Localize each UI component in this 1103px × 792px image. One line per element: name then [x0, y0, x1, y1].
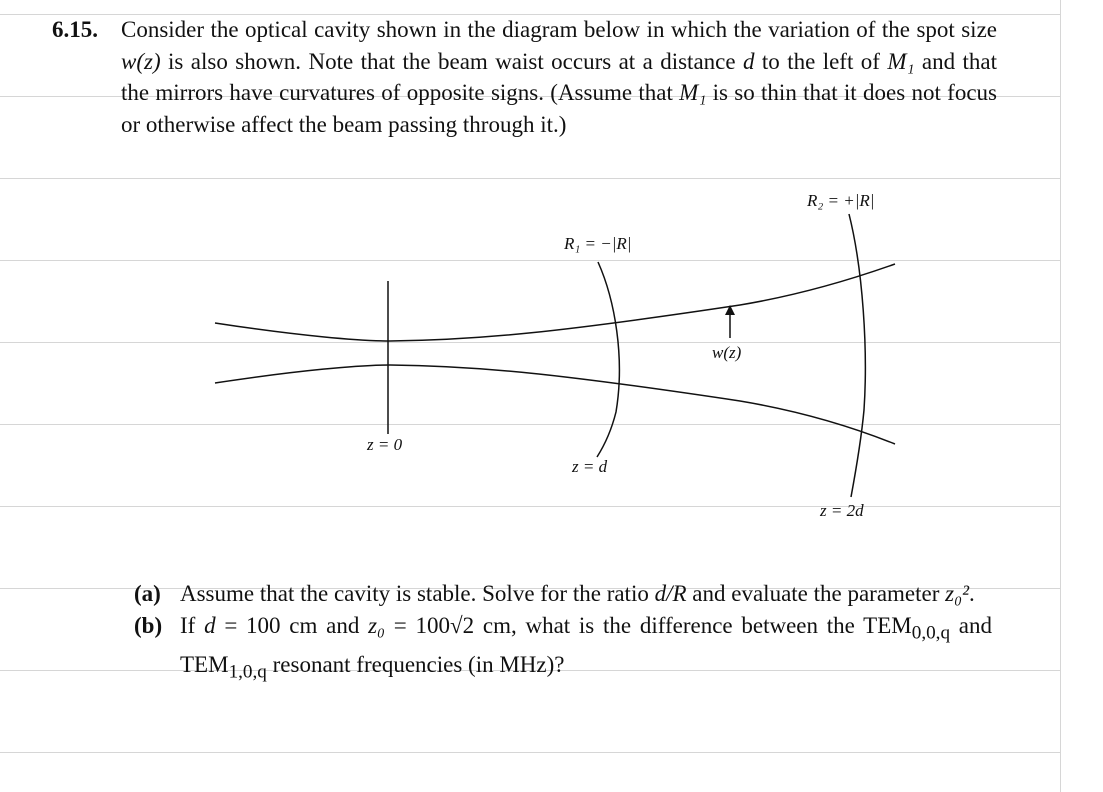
mirror-2-position-label: z = 2d [820, 501, 864, 520]
problem-parts [134, 578, 992, 688]
part-a: (a) Assume that the cavity is stable. Solve for the ratio d/R and evaluate the parameter z₀². [134, 578, 992, 610]
part-b-label: (b) [134, 612, 163, 638]
beam-lower-envelope [215, 365, 895, 444]
mirror-2 [849, 214, 865, 497]
mirror-1-position-label: z = d [572, 457, 608, 476]
spot-size-label: w(z) [712, 343, 742, 362]
mirror-2-label: R₂ = +|R| [807, 191, 875, 210]
mirror-1-label: R₁ = −|R| [564, 234, 632, 253]
waist-position-label: z = 0 [367, 435, 403, 454]
beam-upper-envelope [215, 264, 895, 341]
part-a-label: (a) [134, 581, 161, 606]
part-b: (b) If d = 100 cm and z₀ = 100√2 cm, what is the difference between the $TEM_{0,0,q}$ and $TEM_{1,0,q}$ resonant frequencies (in MHz)? [134, 610, 992, 688]
problem-text: Consider the optical cavity shown in the diagram below in which the variation of the spot size w(z) is also shown. Note that the beam waist occurs at a distance d to the left of M₁ and that the mirrors have curvatures of opposite signs. (Assume that M₁ is so thin that it does not focus or otherwise affect the beam passing through it.) [121, 17, 997, 137]
mirror-1 [597, 262, 619, 457]
problem-number: 6.15. [52, 17, 98, 42]
